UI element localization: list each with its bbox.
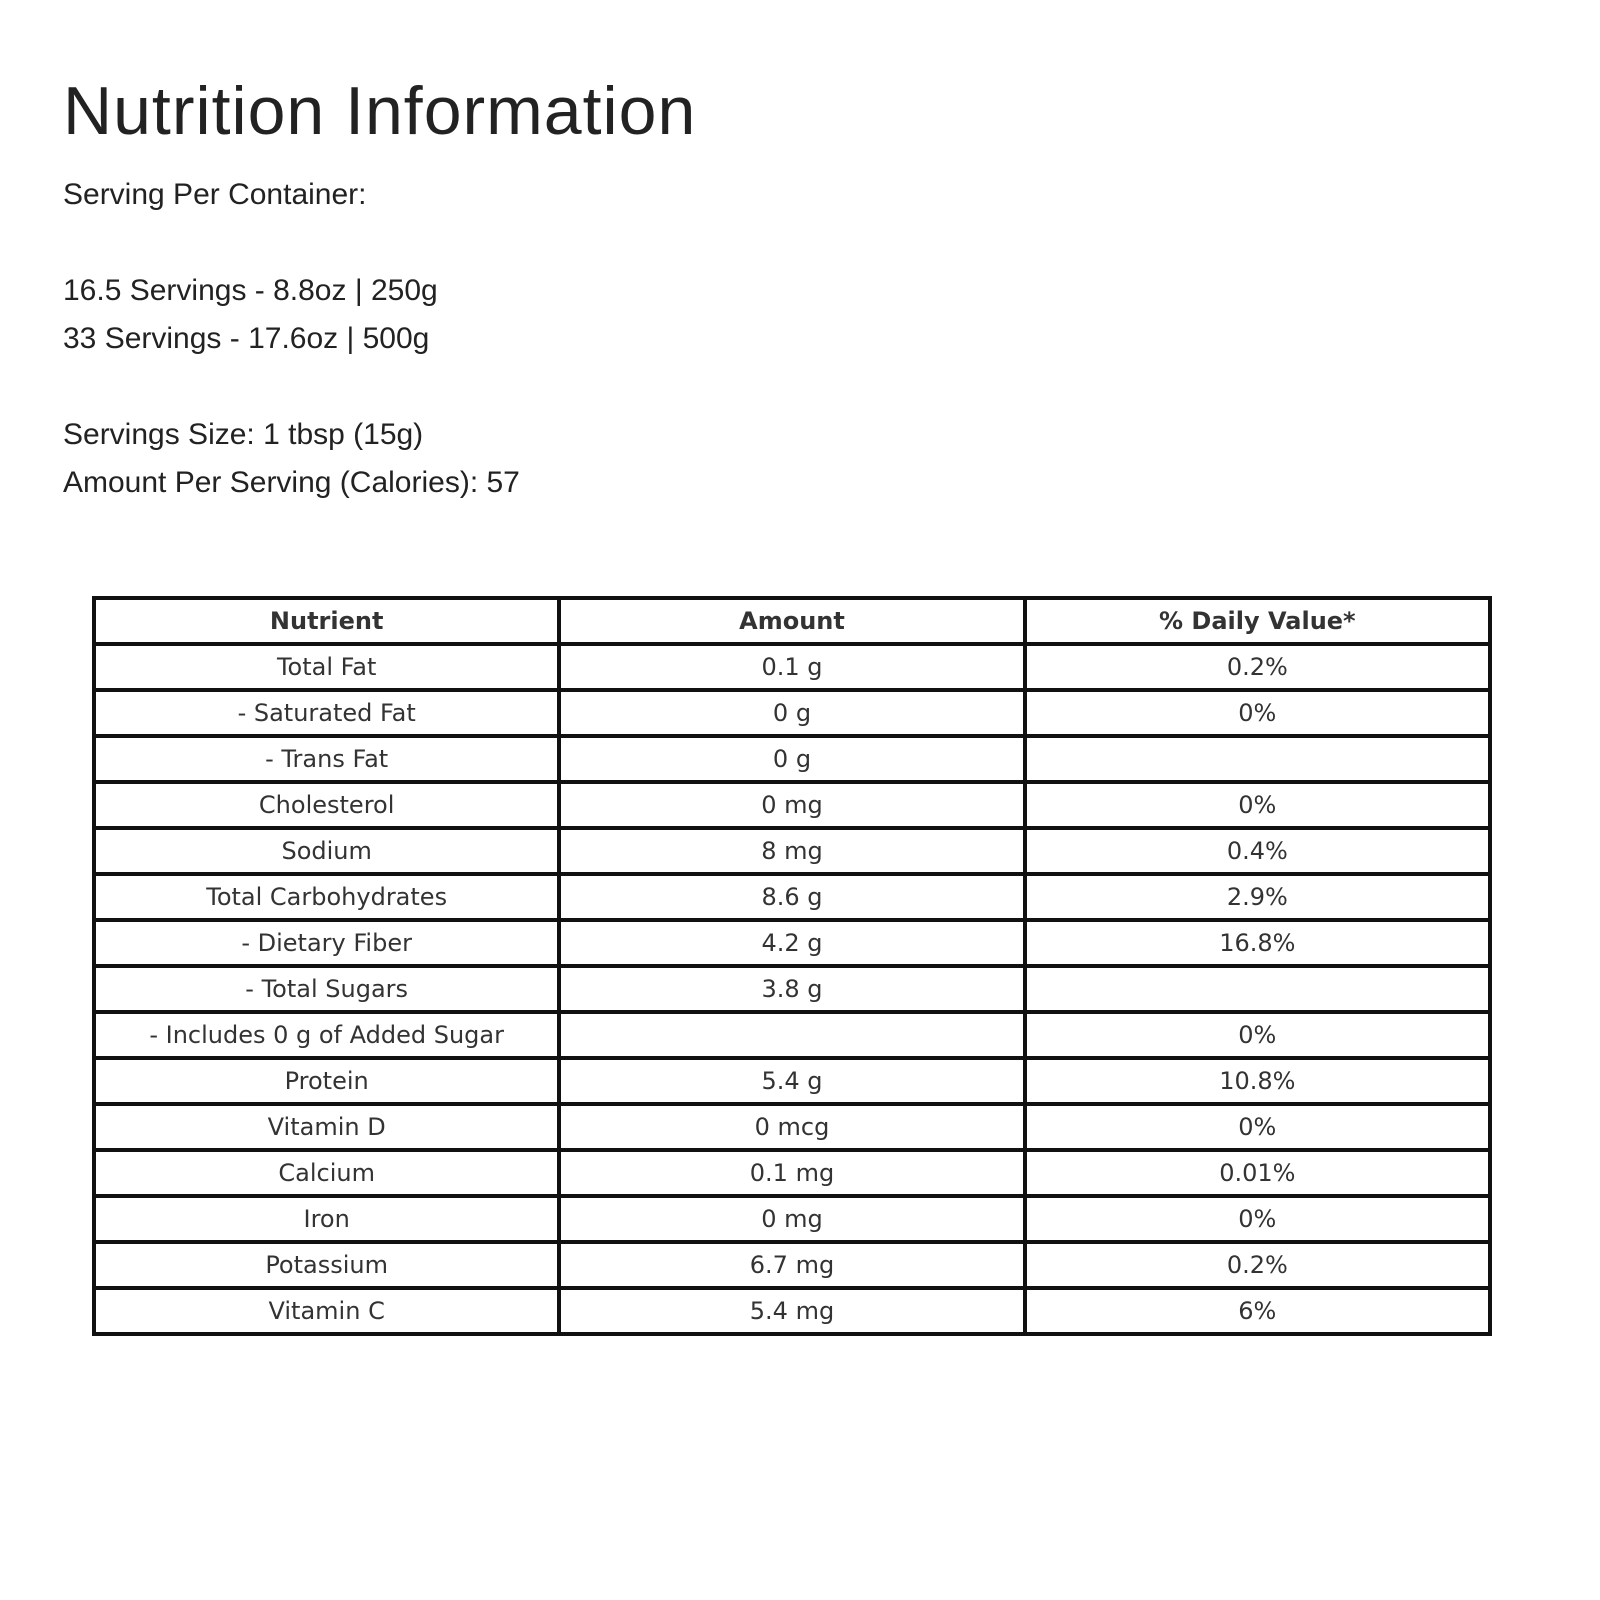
nutrient-cell: Vitamin D (94, 1104, 559, 1150)
amount-cell: 0 g (559, 690, 1024, 736)
amount-cell (559, 1012, 1024, 1058)
amount-cell: 0.1 g (559, 644, 1024, 690)
daily-value-cell: 0.2% (1025, 1242, 1490, 1288)
daily-value-cell: 6% (1025, 1288, 1490, 1334)
daily-value-cell: 2.9% (1025, 874, 1490, 920)
table-header-row (94, 598, 1490, 644)
nutrient-cell: Total Carbohydrates (94, 874, 559, 920)
table-row (94, 1150, 1490, 1196)
nutrient-cell: Calcium (94, 1150, 559, 1196)
calories-per-serving: Amount Per Serving (Calories): 57 (63, 466, 520, 499)
table-row (94, 966, 1490, 1012)
daily-value-cell: 0% (1025, 690, 1490, 736)
table-row (94, 1196, 1490, 1242)
amount-cell: 4.2 g (559, 920, 1024, 966)
amount-cell: 5.4 g (559, 1058, 1024, 1104)
daily-value-cell: 0% (1025, 782, 1490, 828)
nutrient-cell: Potassium (94, 1242, 559, 1288)
table-row (94, 1288, 1490, 1334)
page-title: Nutrition Information (63, 73, 697, 149)
daily-value-cell (1025, 966, 1490, 1012)
nutrient-cell: Vitamin C (94, 1288, 559, 1334)
amount-cell: 0 mg (559, 782, 1024, 828)
daily-value-cell: 0.4% (1025, 828, 1490, 874)
nutrient-cell: Sodium (94, 828, 559, 874)
table-row (94, 1058, 1490, 1104)
amount-cell: 6.7 mg (559, 1242, 1024, 1288)
table-row (94, 920, 1490, 966)
nutrient-cell: - Dietary Fiber (94, 920, 559, 966)
nutrient-cell: Cholesterol (94, 782, 559, 828)
serving-per-container-label: Serving Per Container: (63, 178, 367, 211)
serving-size: Servings Size: 1 tbsp (15g) (63, 418, 424, 451)
table-row (94, 828, 1490, 874)
daily-value-cell: 0% (1025, 1012, 1490, 1058)
header-daily-value: % Daily Value* (1025, 598, 1490, 644)
amount-cell: 8.6 g (559, 874, 1024, 920)
nutrient-cell: - Includes 0 g of Added Sugar (94, 1012, 559, 1058)
table-row (94, 690, 1490, 736)
daily-value-cell: 0% (1025, 1104, 1490, 1150)
table-row (94, 1012, 1490, 1058)
table-row (94, 736, 1490, 782)
daily-value-cell (1025, 736, 1490, 782)
size-option-500g: 33 Servings - 17.6oz | 500g (63, 322, 430, 355)
table-row (94, 1242, 1490, 1288)
amount-cell: 3.8 g (559, 966, 1024, 1012)
header-nutrient: Nutrient (94, 598, 559, 644)
nutrient-cell: Protein (94, 1058, 559, 1104)
size-option-250g: 16.5 Servings - 8.8oz | 250g (63, 274, 438, 307)
table-row (94, 782, 1490, 828)
header-amount: Amount (559, 598, 1024, 644)
daily-value-cell: 0% (1025, 1196, 1490, 1242)
nutrient-cell: - Total Sugars (94, 966, 559, 1012)
amount-cell: 8 mg (559, 828, 1024, 874)
nutrient-cell: Iron (94, 1196, 559, 1242)
nutrient-cell: - Saturated Fat (94, 690, 559, 736)
daily-value-cell: 0.2% (1025, 644, 1490, 690)
amount-cell: 0 g (559, 736, 1024, 782)
nutrient-cell: - Trans Fat (94, 736, 559, 782)
daily-value-cell: 0.01% (1025, 1150, 1490, 1196)
nutrition-table-body (94, 644, 1490, 1334)
nutrient-cell: Total Fat (94, 644, 559, 690)
amount-cell: 0.1 mg (559, 1150, 1024, 1196)
daily-value-cell: 16.8% (1025, 920, 1490, 966)
nutrition-table (92, 596, 1492, 1336)
amount-cell: 0 mcg (559, 1104, 1024, 1150)
amount-cell: 0 mg (559, 1196, 1024, 1242)
amount-cell: 5.4 mg (559, 1288, 1024, 1334)
table-row (94, 644, 1490, 690)
daily-value-cell: 10.8% (1025, 1058, 1490, 1104)
table-row (94, 874, 1490, 920)
table-row (94, 1104, 1490, 1150)
